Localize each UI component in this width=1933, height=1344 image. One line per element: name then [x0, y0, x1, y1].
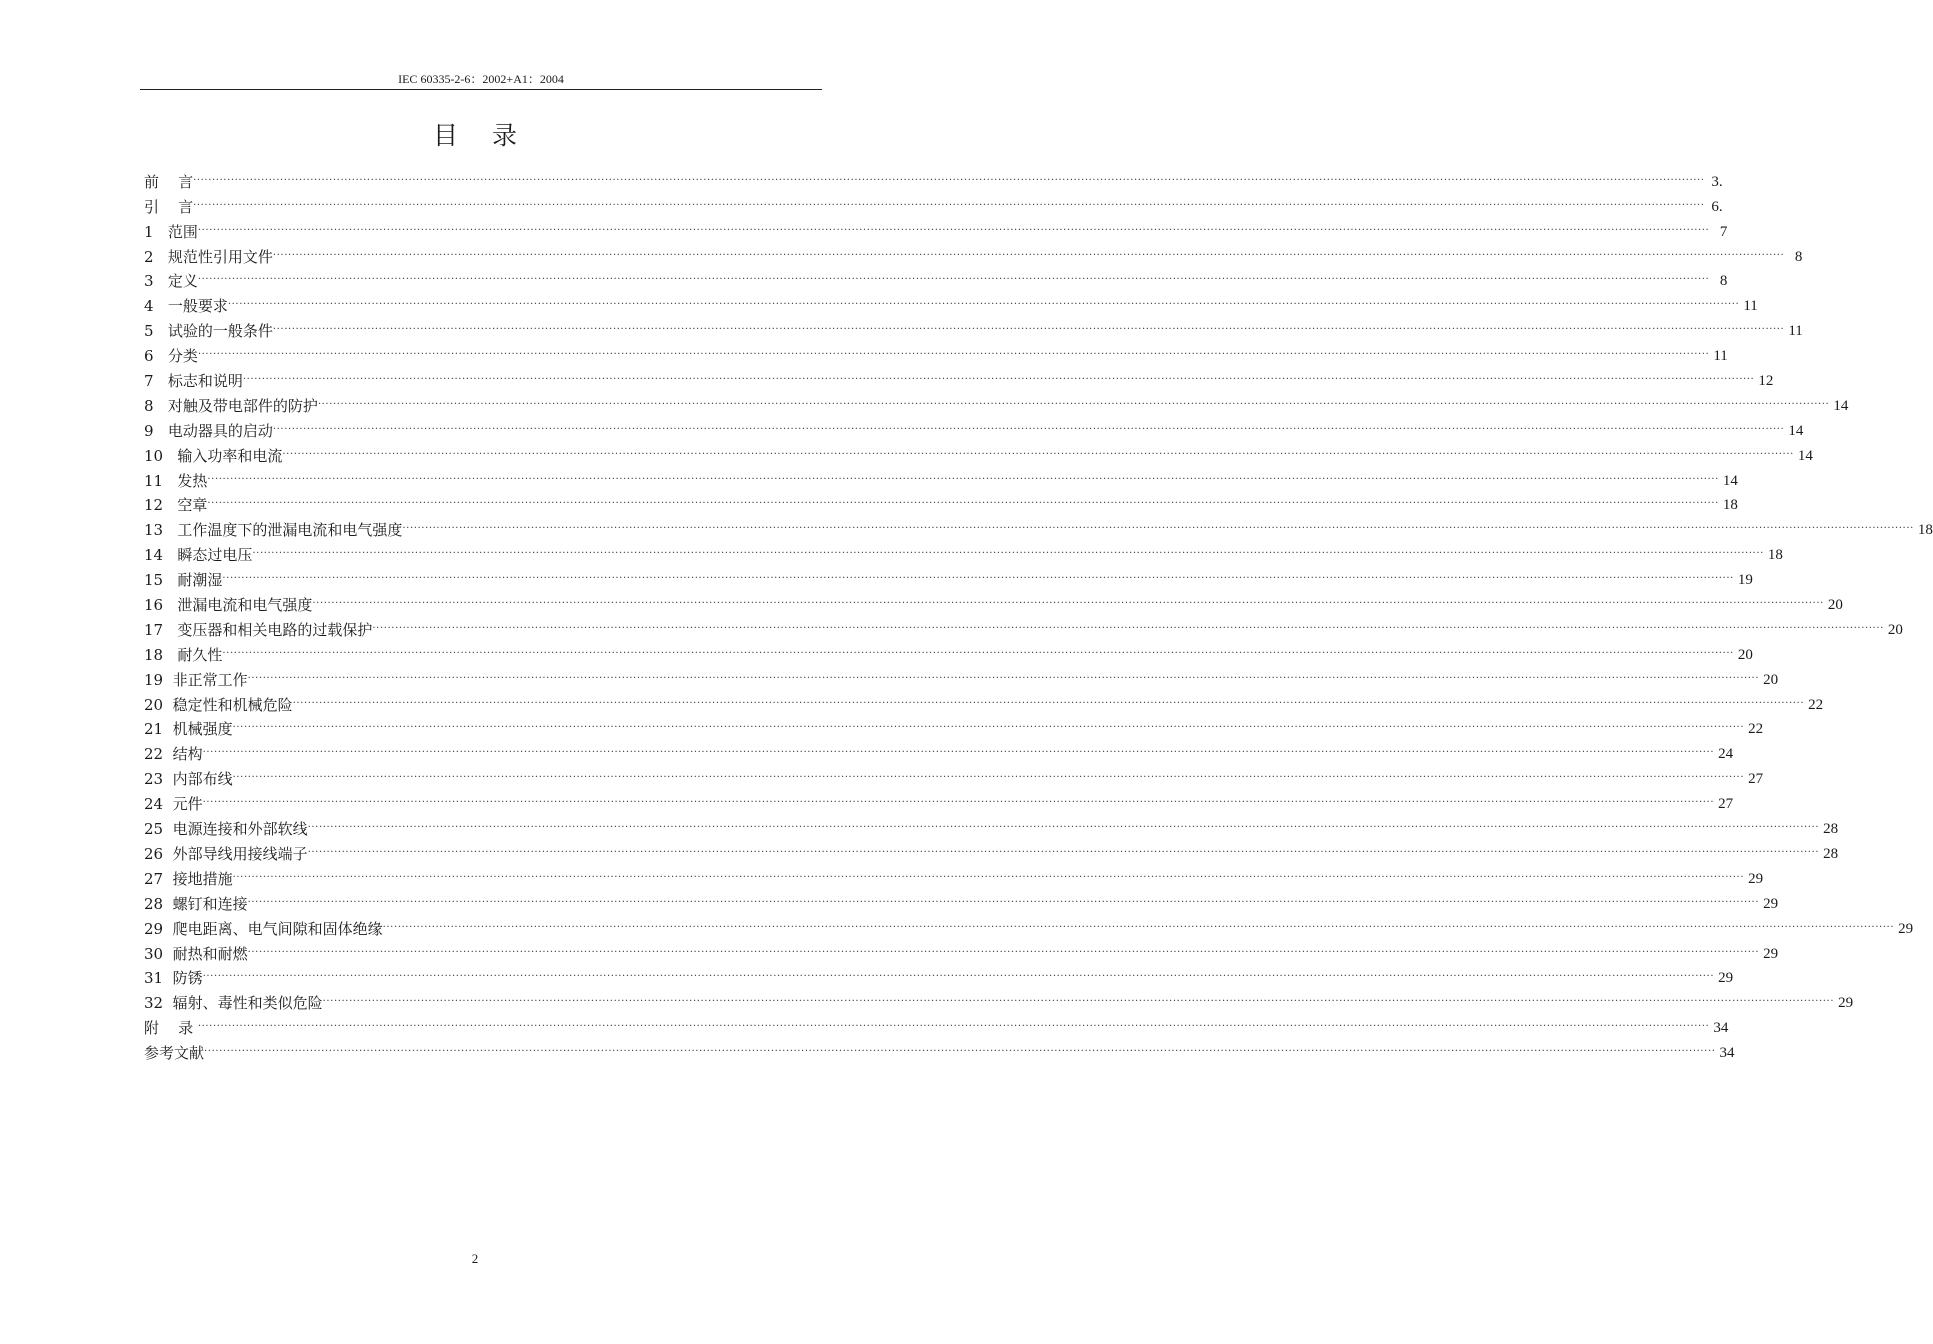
toc-entry-label: 26 外部导线用接线端子: [144, 844, 308, 863]
toc-entry-label: 29 爬电距离、电气间隙和固体绝缘: [144, 919, 383, 938]
toc-entry-label: 1 范围: [144, 222, 198, 241]
toc-entry-page: 7: [1719, 223, 1728, 240]
toc-entry-page: 11: [1788, 323, 1803, 340]
toc-entry[interactable]: [144, 441, 1813, 466]
toc-entry-label: 附 录: [144, 1019, 198, 1038]
toc-dot-leader: ................................................................................................................................................................................................................................................................................................................................................................................................................: [247, 669, 1760, 681]
toc-entry[interactable]: [144, 839, 1839, 864]
toc-dot-leader: ................................................................................................................................................................................................................................................................................................................................................................................................................: [317, 395, 1830, 407]
toc-entry-page: 27: [1718, 796, 1734, 813]
toc-entry-page: 8: [1794, 248, 1803, 265]
toc-entry-page: 14: [1797, 447, 1813, 464]
toc-entry-page: 14: [1833, 397, 1849, 414]
toc-dot-leader: ................................................................................................................................................................................................................................................................................................................................................................................................................: [232, 719, 1745, 731]
toc-entry-label: 24 元件: [144, 795, 203, 814]
toc-entry-label: 22 结构: [144, 745, 203, 764]
toc-entry-label: 13 工作温度下的泄漏电流和电气强度: [144, 521, 403, 540]
toc-entry-label: 7 标志和说明: [144, 372, 243, 391]
toc-entry[interactable]: [144, 565, 1753, 590]
toc-entry-page: 34: [1713, 1020, 1729, 1037]
toc-dot-leader: ................................................................................................................................................................................................................................................................................................................................................................................................................: [322, 993, 1835, 1005]
toc-dot-leader: ................................................................................................................................................................................................................................................................................................................................................................................................................: [307, 819, 1820, 831]
toc-dot-leader: ................................................................................................................................................................................................................................................................................................................................................................................................................: [232, 769, 1745, 781]
toc-entry-page: 20: [1737, 646, 1753, 663]
toc-dot-leader: ................................................................................................................................................................................................................................................................................................................................................................................................................: [202, 794, 1715, 806]
toc-dot-leader: ................................................................................................................................................................................................................................................................................................................................................................................................................: [197, 346, 1710, 358]
toc-entry[interactable]: [144, 192, 1723, 217]
toc-dot-leader: ................................................................................................................................................................................................................................................................................................................................................................................................................: [382, 918, 1895, 930]
toc-entry-label: 9 电动器具的启动: [144, 421, 273, 440]
toc-dot-leader: ................................................................................................................................................................................................................................................................................................................................................................................................................: [227, 296, 1740, 308]
toc-entry-label: 23 内部布线: [144, 770, 233, 789]
toc-dot-leader: ................................................................................................................................................................................................................................................................................................................................................................................................................: [193, 196, 1705, 208]
toc-entry-label: 3 定义: [144, 272, 198, 291]
toc-entry-page: 12: [1758, 373, 1774, 390]
toc-dot-leader: ................................................................................................................................................................................................................................................................................................................................................................................................................: [272, 321, 1785, 333]
toc-entry-label: 参考文献: [144, 1044, 205, 1063]
toc-entry-page: 28: [1823, 821, 1839, 838]
toc-entry[interactable]: [144, 167, 1723, 192]
toc-entry[interactable]: [144, 515, 1933, 540]
toc-dot-leader: ................................................................................................................................................................................................................................................................................................................................................................................................................: [197, 271, 1710, 283]
toc-entry-label: 12 空章: [144, 496, 208, 515]
toc-entry-label: 10 输入功率和电流: [144, 446, 283, 465]
toc-entry-page: 20: [1827, 597, 1843, 614]
toc-entry-label: 前 言: [144, 172, 194, 191]
toc-entry-label: 25 电源连接和外部软线: [144, 820, 308, 839]
toc-entry[interactable]: [144, 814, 1839, 839]
toc-dot-leader: ................................................................................................................................................................................................................................................................................................................................................................................................................: [247, 943, 1760, 955]
toc-dot-leader: ................................................................................................................................................................................................................................................................................................................................................................................................................: [272, 246, 1785, 258]
toc-entry-page: 18: [1767, 547, 1783, 564]
toc-entry[interactable]: [144, 316, 1803, 341]
toc-entry-page: 14: [1788, 422, 1804, 439]
toc-entry[interactable]: [144, 491, 1738, 516]
toc-entry-page: 22: [1808, 696, 1824, 713]
toc-entry[interactable]: [144, 764, 1764, 789]
toc-entry-page: 28: [1823, 845, 1839, 862]
toc-dot-leader: ................................................................................................................................................................................................................................................................................................................................................................................................................: [193, 171, 1705, 183]
toc-entry[interactable]: [144, 939, 1779, 964]
toc-dot-leader: ................................................................................................................................................................................................................................................................................................................................................................................................................: [292, 694, 1805, 706]
toc-entry-page: 34: [1719, 1045, 1735, 1062]
toc-entry-page: 29: [1838, 995, 1854, 1012]
toc-entry[interactable]: [144, 665, 1779, 690]
toc-dot-leader: ................................................................................................................................................................................................................................................................................................................................................................................................................: [247, 893, 1760, 905]
toc-entry-label: 8 对触及带电部件的防护: [144, 396, 318, 415]
toc-entry-page: 29: [1763, 895, 1779, 912]
toc-entry-label: 引 言: [144, 197, 194, 216]
toc-entry-label: 27 接地措施: [144, 869, 233, 888]
toc-entry-page: 11: [1713, 348, 1728, 365]
toc-dot-leader: ................................................................................................................................................................................................................................................................................................................................................................................................................: [202, 968, 1715, 980]
table-of-contents: [144, 167, 1933, 1063]
toc-entry-page: 29: [1763, 945, 1779, 962]
toc-entry[interactable]: [144, 267, 1728, 292]
toc-entry-label: 5 试验的一般条件: [144, 322, 273, 341]
toc-entry-label: 17 变压器和相关电路的过载保护: [144, 620, 373, 639]
toc-dot-leader: ................................................................................................................................................................................................................................................................................................................................................................................................................: [307, 843, 1820, 855]
toc-dot-leader: ................................................................................................................................................................................................................................................................................................................................................................................................................: [197, 1018, 1710, 1030]
toc-entry[interactable]: [144, 391, 1849, 416]
toc-entry[interactable]: [144, 540, 1783, 565]
toc-entry-page: 8: [1719, 273, 1728, 290]
toc-entry-label: 32 辐射、毒性和类似危险: [144, 994, 323, 1013]
toc-entry-label: 19 非正常工作: [144, 670, 248, 689]
toc-entry[interactable]: [144, 217, 1728, 242]
toc-dot-leader: ................................................................................................................................................................................................................................................................................................................................................................................................................: [252, 545, 1764, 557]
toc-entry-page: 24: [1718, 746, 1734, 763]
toc-entry[interactable]: [144, 416, 1804, 441]
toc-dot-leader: ................................................................................................................................................................................................................................................................................................................................................................................................................: [207, 470, 1719, 482]
toc-entry-label: 16 泄漏电流和电气强度: [144, 596, 313, 615]
toc-dot-leader: ................................................................................................................................................................................................................................................................................................................................................................................................................: [272, 420, 1785, 432]
toc-entry-label: 14 瞬态过电压: [144, 546, 253, 565]
header-rule: [140, 89, 822, 90]
toc-entry-page: 3.: [1711, 173, 1723, 190]
toc-entry-page: 19: [1737, 572, 1753, 589]
toc-entry-label: 11 发热: [144, 471, 208, 490]
toc-entry-label: 20 稳定性和机械危险: [144, 695, 293, 714]
toc-entry-page: 18: [1917, 522, 1933, 539]
toc-entry[interactable]: [144, 366, 1774, 391]
toc-entry[interactable]: [144, 291, 1758, 316]
toc-entry-page: 20: [1887, 621, 1903, 638]
toc-entry-page: 22: [1748, 721, 1764, 738]
toc-entry-page: 14: [1722, 472, 1738, 489]
toc-dot-leader: ................................................................................................................................................................................................................................................................................................................................................................................................................: [282, 445, 1794, 457]
toc-entry[interactable]: [144, 864, 1764, 889]
toc-entry-page: 27: [1748, 771, 1764, 788]
toc-entry[interactable]: [144, 466, 1738, 491]
toc-entry-label: 15 耐潮湿: [144, 571, 223, 590]
toc-entry[interactable]: [144, 889, 1779, 914]
toc-dot-leader: ................................................................................................................................................................................................................................................................................................................................................................................................................: [312, 595, 1824, 607]
toc-entry-page: 29: [1718, 970, 1734, 987]
toc-dot-leader: ................................................................................................................................................................................................................................................................................................................................................................................................................: [197, 221, 1710, 233]
toc-dot-leader: ................................................................................................................................................................................................................................................................................................................................................................................................................: [204, 1043, 1716, 1055]
toc-entry[interactable]: [144, 242, 1803, 267]
toc-dot-leader: ................................................................................................................................................................................................................................................................................................................................................................................................................: [222, 570, 1734, 582]
toc-dot-leader: ................................................................................................................................................................................................................................................................................................................................................................................................................: [242, 371, 1755, 383]
toc-entry[interactable]: [144, 1038, 1735, 1063]
toc-entry-label: 4 一般要求: [144, 297, 228, 316]
toc-entry[interactable]: [144, 690, 1824, 715]
toc-entry[interactable]: [144, 1013, 1729, 1038]
toc-dot-leader: ................................................................................................................................................................................................................................................................................................................................................................................................................: [232, 868, 1745, 880]
toc-entry[interactable]: [144, 789, 1734, 814]
toc-entry-page: 29: [1748, 870, 1764, 887]
page-title: 目录: [432, 121, 551, 150]
toc-dot-leader: ................................................................................................................................................................................................................................................................................................................................................................................................................: [207, 495, 1719, 507]
toc-dot-leader: ................................................................................................................................................................................................................................................................................................................................................................................................................: [372, 619, 1884, 631]
toc-entry-page: 20: [1763, 671, 1779, 688]
toc-entry[interactable]: [144, 640, 1753, 665]
page-number: 2: [471, 1251, 479, 1266]
toc-entry-label: 28 螺钉和连接: [144, 894, 248, 913]
toc-entry-page: 6.: [1711, 198, 1723, 215]
toc-entry-label: 30 耐热和耐燃: [144, 944, 248, 963]
toc-entry[interactable]: [144, 964, 1734, 989]
toc-entry[interactable]: [144, 988, 1854, 1013]
toc-entry[interactable]: [144, 341, 1728, 366]
toc-dot-leader: ................................................................................................................................................................................................................................................................................................................................................................................................................: [402, 520, 1914, 532]
toc-entry-page: 18: [1722, 497, 1738, 514]
toc-entry[interactable]: [144, 715, 1764, 740]
toc-entry-label: 21 机械强度: [144, 720, 233, 739]
toc-dot-leader: ................................................................................................................................................................................................................................................................................................................................................................................................................: [202, 744, 1715, 756]
toc-dot-leader: ................................................................................................................................................................................................................................................................................................................................................................................................................: [222, 644, 1734, 656]
toc-entry[interactable]: [144, 615, 1903, 640]
toc-entry-label: 6 分类: [144, 347, 198, 366]
toc-entry[interactable]: [144, 739, 1734, 764]
page-header: IEC 60335-2-6：2002+A1：2004: [398, 72, 564, 86]
toc-entry-label: 2 规范性引用文件: [144, 247, 273, 266]
toc-entry-page: 29: [1898, 920, 1914, 937]
toc-entry-label: 31 防锈: [144, 969, 203, 988]
toc-entry-label: 18 耐久性: [144, 645, 223, 664]
toc-entry[interactable]: [144, 914, 1914, 939]
toc-entry[interactable]: [144, 590, 1843, 615]
toc-entry-page: 11: [1743, 298, 1758, 315]
